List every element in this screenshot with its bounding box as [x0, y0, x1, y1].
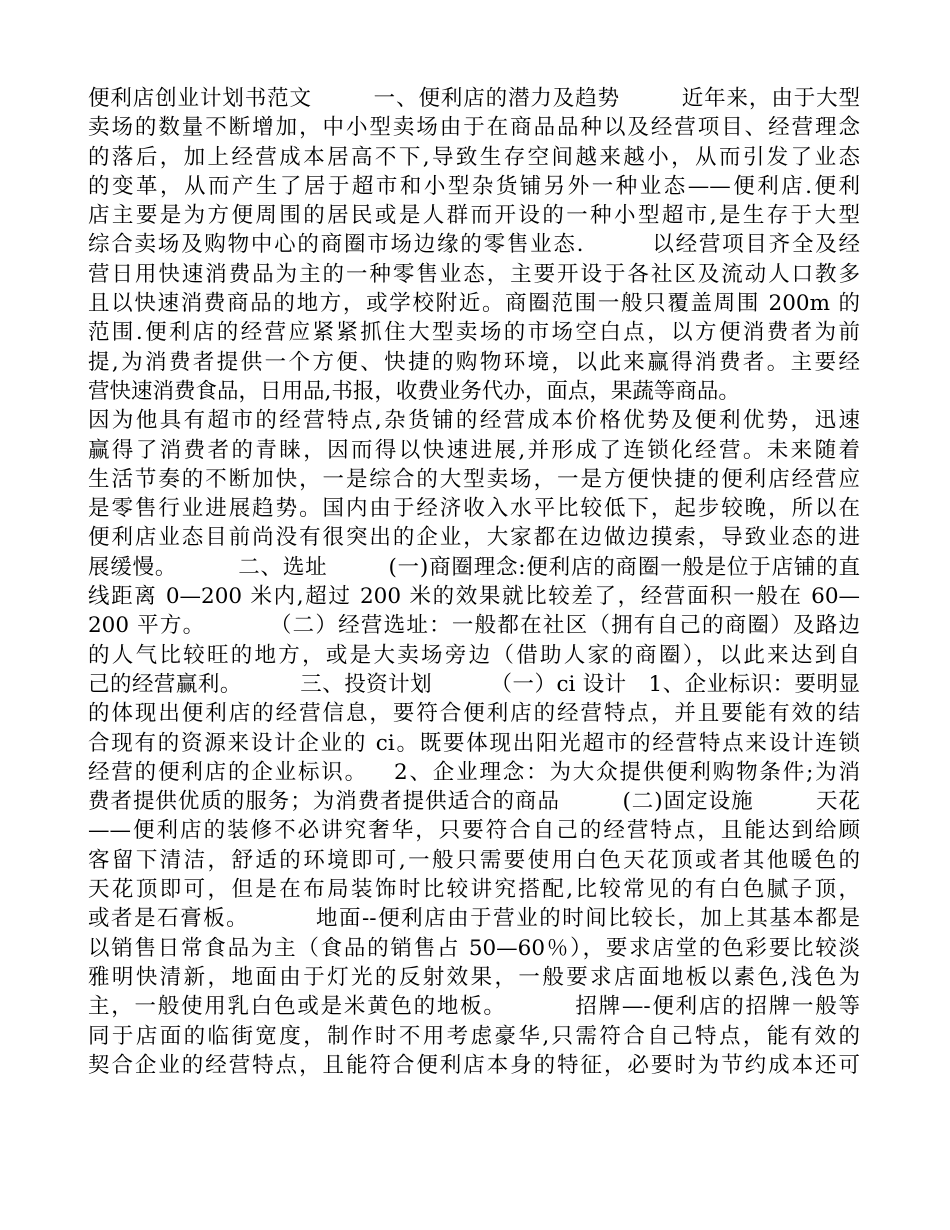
text-line: 费者提供优质的服务；为消费者提供适合的商品 (二)固定设施 天花 — [88, 789, 860, 815]
text-line: 综合卖场及购物中心的商圈市场边缘的零售业态. 以经营项目齐全及经 — [88, 232, 860, 258]
text-line: 合现有的资源来设计企业的 ci。既要体现出阳光超市的经营特点来设计连锁 — [88, 730, 860, 756]
text-line: 己的经营赢利。 三、投资计划 （一）ci 设计 1、企业标识：要明显 — [88, 671, 860, 697]
text-line: 200 平方。 （二）经营选址：一般都在社区（拥有自己的商圈）及路边 — [88, 613, 860, 639]
text-line: 提,为消费者提供一个方便、快捷的购物环境，以此来赢得消费者。主要经 — [88, 349, 860, 375]
text-line: 赢得了消费者的青睐，因而得以快速进展,并形成了连锁化经营。未来随着 — [88, 437, 860, 463]
text-line: 天花顶即可，但是在布局装饰时比较讲究搭配,比较常见的有白色腻子顶， — [88, 877, 860, 903]
text-line: 客留下清洁，舒适的环境即可,一般只需要使用白色天花顶或者其他暖色的 — [88, 847, 860, 873]
text-line: 线距离 0—200 米内,超过 200 米的效果就比较差了，经营面积一般在 60— — [88, 584, 860, 610]
text-line: 范围.便利店的经营应紧紧抓住大型卖场的市场空白点，以方便消费者为前 — [88, 320, 860, 346]
text-line: 营日用快速消费品为主的一种零售业态，主要开设于各社区及流动人口教多 — [88, 261, 860, 287]
text-line: 且以快速消费商品的地方，或学校附近。商圈范围一般只覆盖周围 200m 的 — [88, 291, 860, 317]
text-line: 雅明快清新，地面由于灯光的反射效果，一般要求店面地板以素色,浅色为 — [88, 964, 860, 990]
text-line: 是零售行业进展趋势。国内由于经济收入水平比较低下，起步较晚，所以在 — [88, 496, 860, 522]
text-line: ——便利店的装修不必讲究奢华，只要符合自己的经营特点，且能达到给顾 — [88, 818, 860, 844]
text-line: 契合企业的经营特点，且能符合便利店本身的特征，必要时为节约成本还可 — [88, 1052, 860, 1078]
text-line: 的人气比较旺的地方，或是大卖场旁边（借助人家的商圈），以此来达到自 — [88, 642, 860, 668]
text-line: 经营的便利店的企业标识。 2、企业理念：为大众提供便利购物条件;为消 — [88, 759, 860, 785]
text-line: 生活节奏的不断加快，一是综合的大型卖场，一是方便快捷的便利店经营应 — [88, 466, 860, 492]
text-line: 营快速消费食品，日用品,书报，收费业务代办，面点，果蔬等商品。 — [88, 378, 740, 404]
text-line: 便利店业态目前尚没有很突出的企业，大家都在边做边摸索，导致业态的进 — [88, 525, 860, 551]
text-line: 便利店创业计划书范文 一、便利店的潜力及趋势 近年来，由于大型 — [88, 86, 860, 111]
text-line: 因为他具有超市的经营特点,杂货铺的经营成本价格优势及便利优势，迅速 — [88, 408, 860, 434]
text-line: 的落后，加上经营成本居高不下,导致生存空间越来越小，从而引发了业态 — [88, 144, 860, 170]
text-line: 以销售日常食品为主（食品的销售占 50—60％），要求店堂的色彩要比较淡 — [88, 935, 860, 961]
text-line: 主，一般使用乳白色或是米黄色的地板。 招牌—-便利店的招牌一般等 — [88, 994, 860, 1020]
text-line: 展缓慢。 二、选址 (一)商圈理念:便利店的商圈一般是位于店铺的直 — [88, 554, 860, 580]
text-line: 或者是石膏板。 地面--便利店由于营业的时间比较长，加上其基本都是 — [88, 906, 860, 932]
text-line: 的变革，从而产生了居于超市和小型杂货铺另外一种业态——便利店.便利 — [88, 173, 860, 199]
text-line: 同于店面的临街宽度，制作时不用考虑豪华,只需符合自己特点，能有效的 — [88, 1023, 860, 1049]
text-line: 的体现出便利店的经营信息，要符合便利店的经营特点，并且要能有效的结 — [88, 701, 860, 727]
text-line: 店主要是为方便周围的居民或是人群而开设的一种小型超市,是生存于大型 — [88, 203, 860, 229]
text-line: 卖场的数量不断增加，中小型卖场由于在商品品种以及经营项目、经营理念 — [88, 115, 860, 141]
document-body — [88, 84, 860, 1080]
